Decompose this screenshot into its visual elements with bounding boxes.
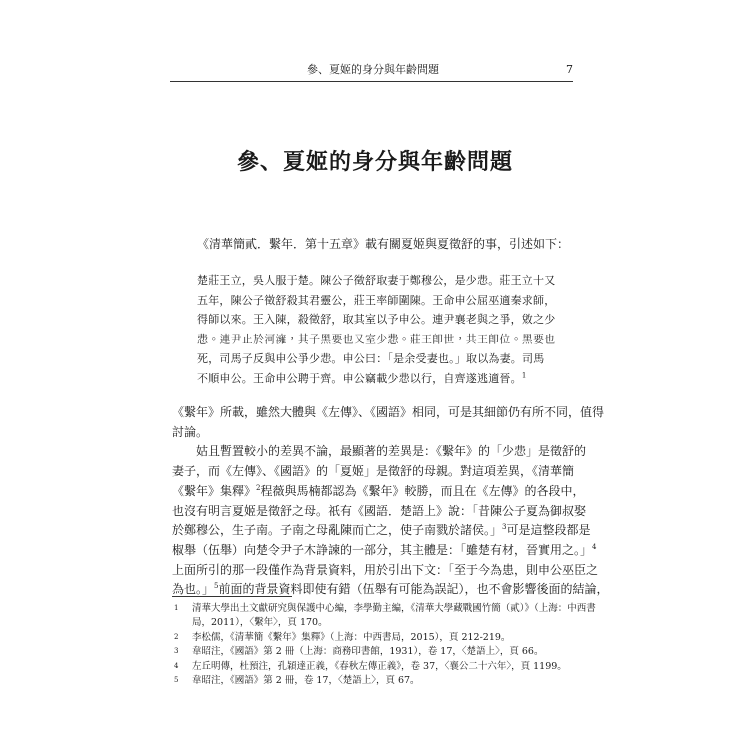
intro-paragraph: 《清華簡貳．繫年．第十五章》載有關夏姬與夏徵舒的事，引述如下： bbox=[197, 237, 570, 251]
body-line bbox=[172, 462, 574, 482]
quote-line bbox=[197, 369, 562, 389]
footnote-text: 局，2011），〈繫年〉，頁 170。 bbox=[192, 617, 328, 629]
footnotes bbox=[172, 602, 596, 688]
footnote-line bbox=[172, 660, 574, 674]
footnote-ref: 4 bbox=[592, 542, 597, 551]
body-line bbox=[172, 541, 597, 561]
quote-text: 不順申公。王命申公聘于齊。申公竊載少𢘍以行，自齊遂逃適晉。 bbox=[197, 371, 522, 385]
quote-text: 得師以來。王入陳，殺徵舒，取其室以予申公。連尹襄老與之爭，敓之少 bbox=[197, 313, 556, 327]
chapter-title: 參、夏姬的身分與年齡問題 bbox=[236, 149, 513, 175]
footnote-number: 2 bbox=[174, 632, 179, 641]
footnote-number: 1 bbox=[174, 604, 179, 612]
header-rule bbox=[170, 81, 573, 82]
quote-text: 五年，陳公子徵舒殺其君靈公，莊王率師圍陳。王命申公屈巫適秦求師， bbox=[197, 293, 556, 307]
running-head-title: 參、夏姬的身分與年齡問題 bbox=[307, 63, 439, 76]
footnote-ref: 2 bbox=[256, 483, 261, 492]
body-text-segment: 椒舉（伍舉）向楚令尹子木諍諫的一部分，其主體是：「雖楚有材，晉實用之。」 bbox=[172, 542, 593, 557]
footnote-text: 李松儒，《清華簡《繫年》集釋》（上海：中西書局，2015），頁 212-219。 bbox=[192, 631, 511, 643]
block-quote bbox=[197, 271, 562, 389]
quote-text: 死，司馬子反與申公爭少𢘍。申公曰：「是余受妻也。」取以為妻。司馬 bbox=[197, 352, 545, 366]
body-line bbox=[172, 561, 599, 581]
body-text-segment: 妻子，而《左傳》、《國語》的「夏姬」是徵舒的母親。對這項差異，《清華簡 bbox=[172, 464, 575, 479]
footnote-ref: 3 bbox=[502, 523, 507, 532]
quote-line bbox=[197, 330, 562, 350]
footnote-rule bbox=[172, 596, 292, 597]
footnote-number: 3 bbox=[174, 647, 179, 656]
quote-text: 楚莊王立，吳人服于楚。陳公子徵舒取妻于鄭穆公，是少𢘍。莊王立十又 bbox=[197, 274, 556, 287]
quote-line bbox=[197, 271, 562, 291]
body-text-segment: 《繫年》所載，雖然大體與《左傳》、《國語》相同，可是其細節仍有所不同，值得 bbox=[172, 405, 605, 419]
footnote-line bbox=[172, 645, 574, 659]
body-text-segment: 也沒有明言夏姬是徵舒之母。祇有《國語．楚語上》說：「昔陳公子夏為御叔娶 bbox=[172, 503, 587, 518]
footnote-line bbox=[172, 602, 596, 616]
footnote-ref: 5 bbox=[214, 582, 219, 591]
body-text-segment: 於鄭穆公，生子南。子南之母亂陳而亡之，使子南戮於諸侯。」 bbox=[172, 523, 503, 538]
body-line bbox=[172, 482, 585, 502]
body-text-segment: 前面的背景資料即使有錯（伍舉有可能為誤記），也不會影響後面的結論， bbox=[218, 582, 609, 597]
body-text-segment: 《繫年》集釋》 bbox=[172, 483, 257, 498]
footnote-line bbox=[172, 631, 574, 645]
body-text-segment: 討論。 bbox=[172, 424, 209, 439]
body-text bbox=[172, 403, 609, 600]
quote-text: 𢘍。連尹止於河澭，其子黑要也又室少𢘍。莊王即世，共王即位。黑要也 bbox=[197, 332, 556, 346]
footnote-text: 清華大學出土文獻研究與保護中心編，李學勤主編，《清華大學藏戰國竹簡（貳）》（上海：中西書 bbox=[192, 603, 596, 614]
body-text-segment: 為也。」 bbox=[172, 582, 215, 597]
body-line bbox=[172, 502, 587, 522]
body-line bbox=[172, 423, 574, 443]
footnote-number: 4 bbox=[174, 661, 179, 670]
quote-line bbox=[197, 291, 562, 311]
footnote-line bbox=[172, 674, 574, 688]
running-head bbox=[170, 62, 573, 80]
quote-line bbox=[197, 349, 562, 369]
quote-line bbox=[197, 310, 562, 330]
body-text-segment: 上面所引的那一段僅作為背景資料，用於引出下文：「至于今為患，則申公巫臣之 bbox=[172, 562, 599, 577]
body-text-segment: 姑且暫置較小的差異不論，最顯著的差異是：《繫年》的「少𢘍」是徵舒的 bbox=[172, 444, 587, 459]
footnote-number: 5 bbox=[174, 676, 179, 685]
body-text-segment: 程薇與馬楠都認為《繫年》較勝，而且在《左傳》的各段中， bbox=[260, 483, 585, 498]
page-number: 7 bbox=[566, 63, 573, 76]
footnote-text: 左丘明傳，杜預注，孔穎達正義，《春秋左傳正義》，卷 37，〈襄公二十六年〉，頁 1199。 bbox=[192, 660, 567, 672]
footnote-line bbox=[172, 616, 574, 630]
footnote-text: 韋昭注，《國語》第 2 冊（上海：商務印書館，1931），卷 17，〈楚語上〉，頁 66。 bbox=[192, 646, 544, 658]
body-line bbox=[172, 580, 609, 600]
body-line bbox=[172, 442, 587, 462]
body-line bbox=[172, 521, 591, 541]
footnote-text: 韋昭注，《國語》第 2 冊，卷 17，〈楚語上〉，頁 67。 bbox=[192, 675, 420, 687]
footnote-ref: 1 bbox=[521, 371, 527, 380]
body-line bbox=[172, 403, 605, 423]
body-text-segment: 可是這整段都是 bbox=[506, 523, 591, 538]
